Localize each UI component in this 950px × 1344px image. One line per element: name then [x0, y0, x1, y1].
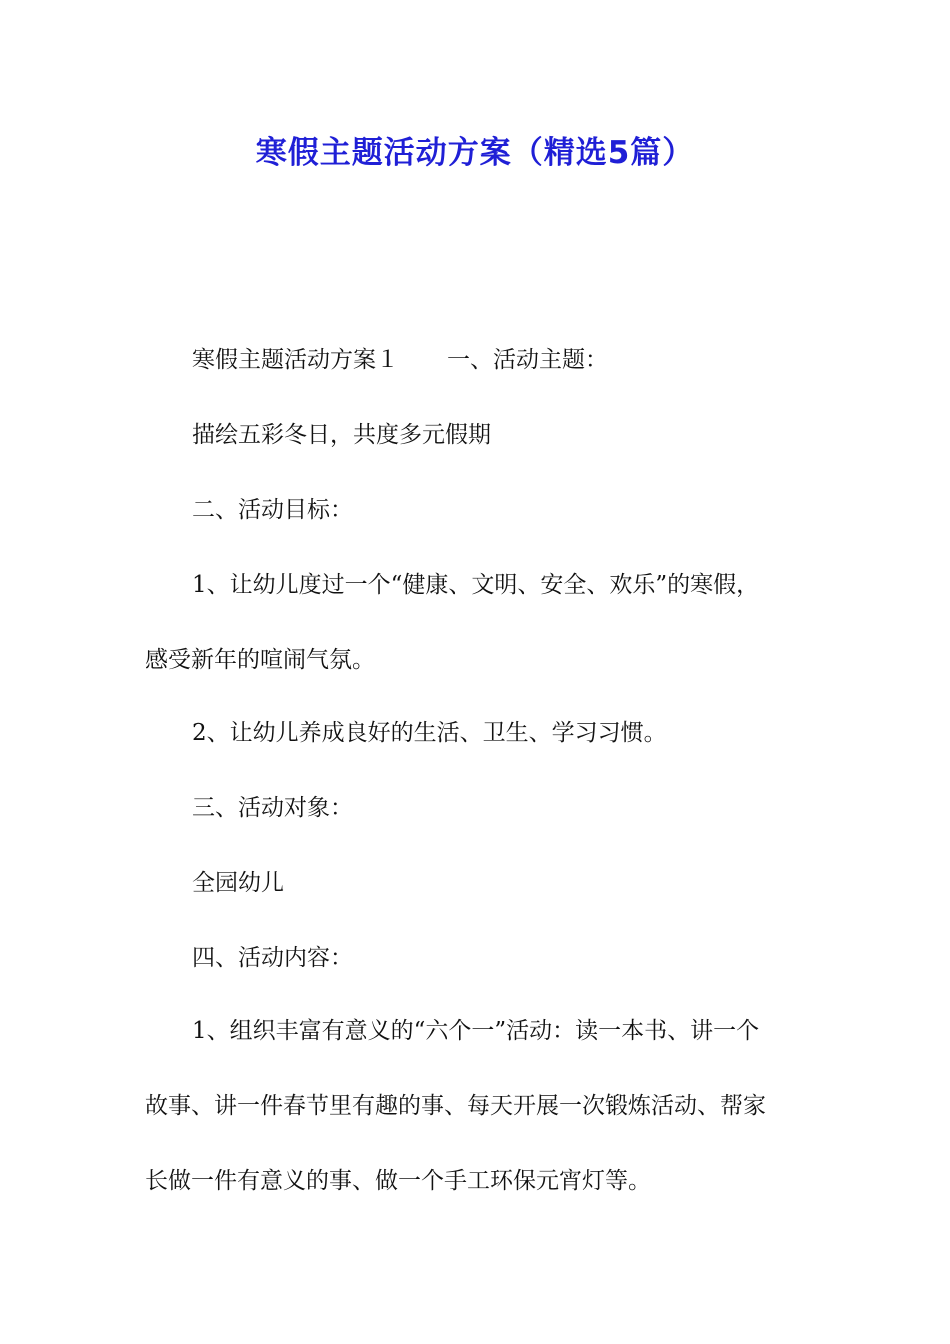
paragraph-content-1-line-1: 1、组织丰富有意义的“六个一”活动：读一本书、讲一个 [192, 1018, 760, 1044]
plan-number-label: 寒假主题活动方案１ [192, 347, 399, 373]
paragraph-content-1-line-3: 长做一件有意义的事、做一个手工环保元宵灯等。 [145, 1168, 651, 1194]
document-title: 寒假主题活动方案（精选5篇） [255, 135, 695, 171]
section-heading-audience: 三、活动对象： [192, 795, 353, 821]
paragraph-audience-text: 全园幼儿 [192, 870, 284, 896]
section-heading-theme: 一、活动主题： [447, 347, 608, 373]
paragraph-theme-text: 描绘五彩冬日，共度多元假期 [192, 422, 491, 448]
section-heading-goals: 二、活动目标： [192, 497, 353, 523]
paragraph-goal-1-line-1: 1、让幼儿度过一个“健康、文明、安全、欢乐”的寒假， [192, 572, 760, 598]
paragraph-plan-heading [192, 343, 857, 377]
section-heading-content: 四、活动内容： [192, 945, 353, 971]
paragraph-goal-1-line-2: 感受新年的喧闹气氛。 [145, 647, 375, 673]
paragraph-content-1-line-2: 故事、讲一件春节里有趣的事、每天开展一次锻炼活动、帮家 [145, 1093, 766, 1119]
paragraph-goal-2: 2、让幼儿养成良好的生活、卫生、学习习惯。 [192, 720, 667, 746]
